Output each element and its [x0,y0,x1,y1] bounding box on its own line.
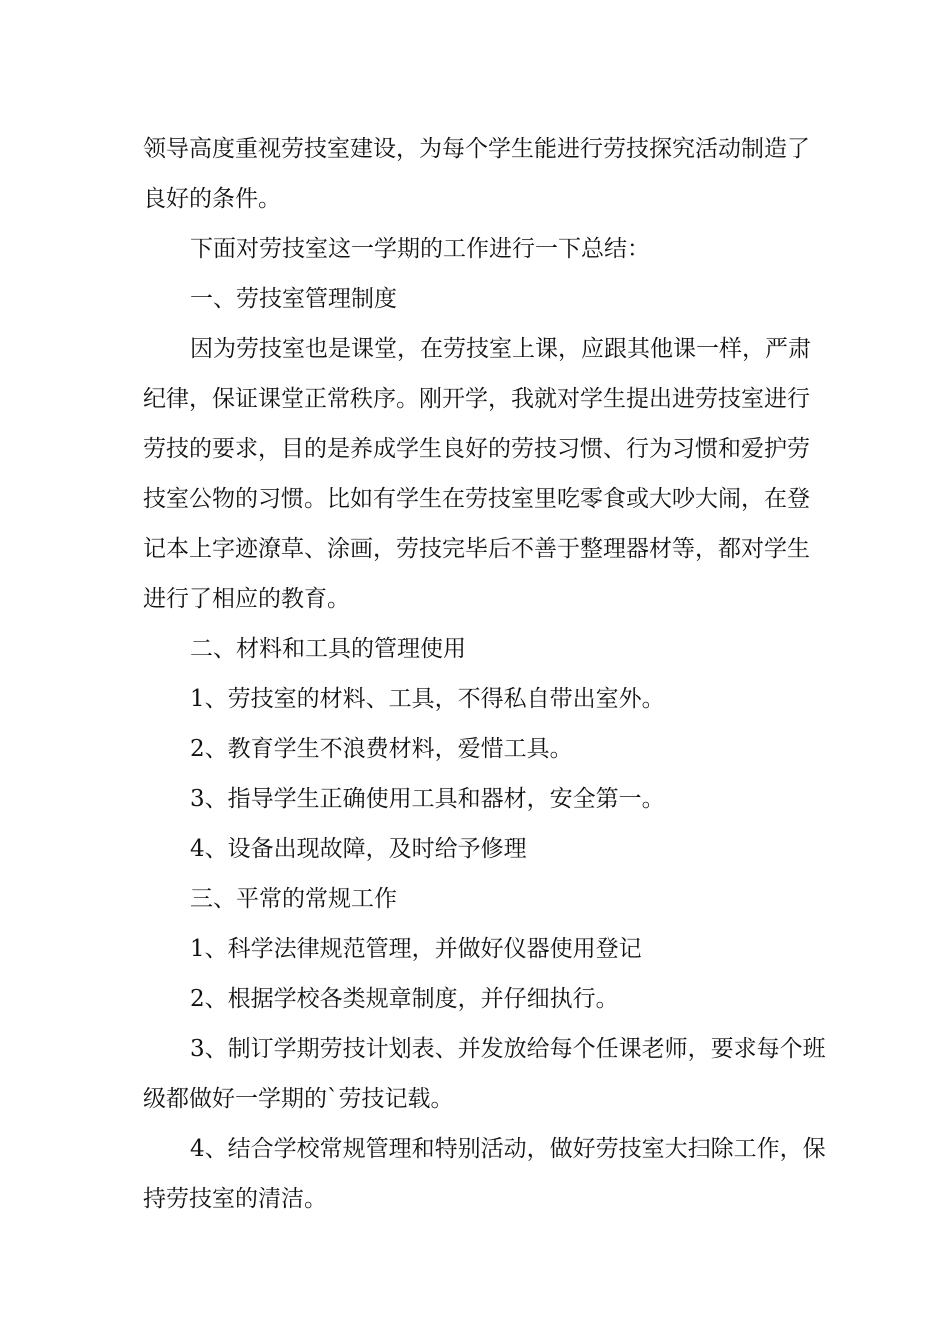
list-item-continuation: 持劳技室的清洁。 [143,1186,327,1212]
paragraph-line: 劳技的要求，目的是养成学生良好的劳技习惯、行为习惯和爱护劳 [143,436,810,462]
list-item: 3、制订学期劳技计划表、并发放给每个任课老师，要求每个班 [190,1036,826,1062]
paragraph-line: 良好的条件。 [143,186,281,212]
paragraph-line: 技室公物的习惯。比如有学生在劳技室里吃零食或大吵大闹，在登 [143,486,810,512]
paragraph-line: 纪律，保证课堂正常秩序。刚开学，我就对学生提出进劳技室进行 [143,386,810,412]
paragraph-line: 因为劳技室也是课堂，在劳技室上课，应跟其他课一样，严肃 [190,336,811,362]
list-item: 3、指导学生正确使用工具和器材，安全第一。 [190,786,665,812]
list-item: 1、科学法律规范管理，并做好仪器使用登记 [190,936,642,962]
list-item: 4、结合学校常规管理和特别活动，做好劳技室大扫除工作，保 [190,1136,826,1162]
section-heading: 三、平常的常规工作 [190,886,397,912]
list-item: 2、根据学校各类规章制度，并仔细执行。 [190,986,619,1012]
list-item: 2、教育学生不浪费材料，爱惜工具。 [190,736,573,762]
list-item-continuation: 级都做好一学期的`劳技记载。 [143,1086,454,1112]
list-item: 1、劳技室的材料、工具，不得私自带出室外。 [190,686,665,712]
paragraph-line: 记本上字迹潦草、涂画，劳技完毕后不善于整理器材等，都对学生 [143,536,810,562]
paragraph-line: 领导高度重视劳技室建设，为每个学生能进行劳技探究活动制造了 [143,136,810,162]
section-heading: 一、劳技室管理制度 [190,286,397,312]
paragraph-line: 下面对劳技室这一学期的工作进行一下总结： [190,236,650,262]
list-item: 4、设备出现故障，及时给予修理 [190,836,527,862]
section-heading: 二、材料和工具的管理使用 [190,636,466,662]
paragraph-line: 进行了相应的教育。 [143,586,350,612]
